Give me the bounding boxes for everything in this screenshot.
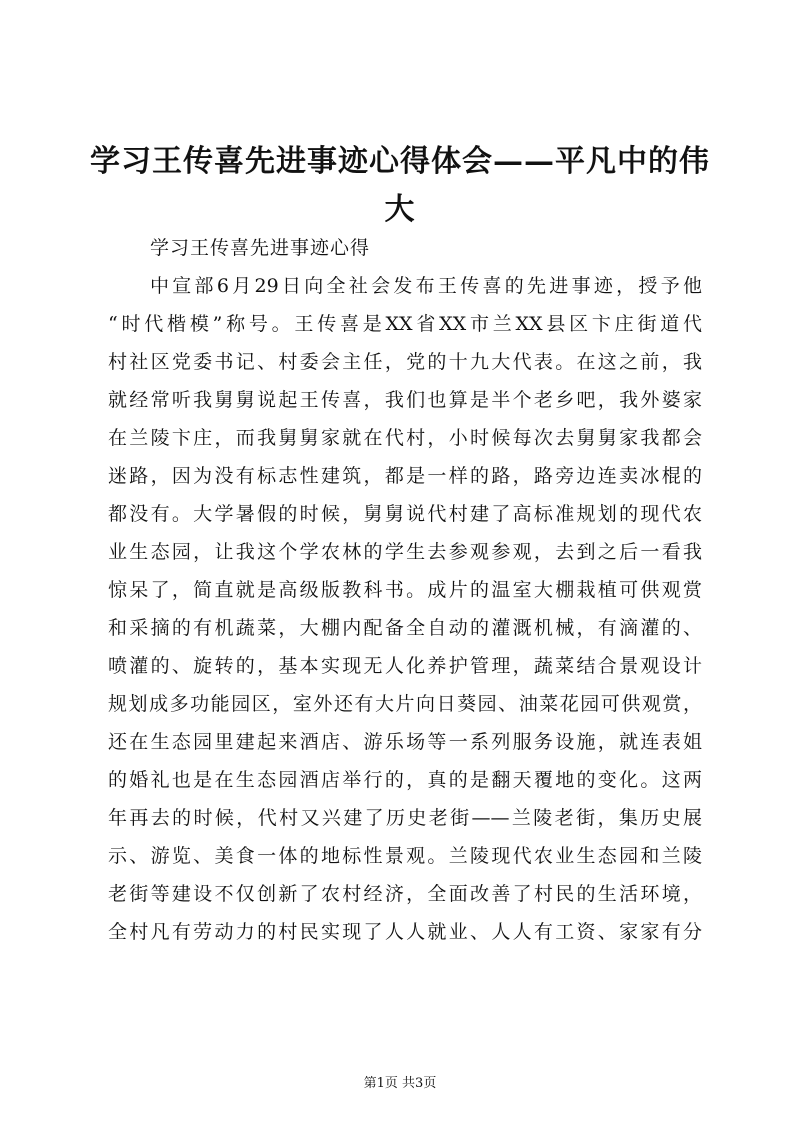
body-line: 年再去的时候，代村又兴建了历史老街——兰陵老街，集历史展 xyxy=(108,807,702,829)
document-subtitle: 学习王传喜先进事迹心得 xyxy=(150,237,371,259)
body-line: 迷路，因为没有标志性建筑，都是一样的路，路旁边连卖冰棍的 xyxy=(108,465,702,487)
body-line: 喷灌的、旋转的，基本实现无人化养护管理，蔬菜结合景观设计 xyxy=(108,655,702,677)
body-line: 还在生态园里建起来酒店、游乐场等一系列服务设施，就连表姐 xyxy=(108,731,702,753)
body-line: 全村凡有劳动力的村民实现了人人就业、人人有工资、家家有分 xyxy=(108,921,702,943)
body-line: 都没有。大学暑假的时候，舅舅说代村建了高标准规划的现代农 xyxy=(108,503,702,525)
body-line: 惊呆了，简直就是高级版教科书。成片的温室大棚栽植可供观赏 xyxy=(108,579,702,601)
page-footer: 第1页 共3页 xyxy=(363,1076,437,1091)
body-line: 示、游览、美食一体的地标性景观。兰陵现代农业生态园和兰陵 xyxy=(108,845,702,867)
document-title: 学习王传喜先进事迹心得体会——平凡中的伟大 xyxy=(90,144,710,227)
body-line: 老街等建设不仅创新了农村经济，全面改善了村民的生活环境， xyxy=(108,883,702,905)
body-line: 就经常听我舅舅说起王传喜，我们也算是半个老乡吧，我外婆家 xyxy=(108,389,702,411)
body-line: 村社区党委书记、村委会主任，党的十九大代表。在这之前，我 xyxy=(108,351,702,373)
body-line: 的婚礼也是在生态园酒店举行的，真的是翻天覆地的变化。这两 xyxy=(108,769,702,791)
body-line: 和采摘的有机蔬菜，大棚内配备全自动的灌溉机械，有滴灌的、 xyxy=(108,617,702,639)
body-line: 业生态园，让我这个学农林的学生去参观参观，去到之后一看我 xyxy=(108,541,702,563)
body-line: 在兰陵卞庄，而我舅舅家就在代村，小时候每次去舅舅家我都会 xyxy=(108,427,702,449)
body-line: “时代楷模”称号。王传喜是XX省XX市兰XX县区卞庄街道代 xyxy=(108,313,702,335)
body-line: 中宣部6月29日向全社会发布王传喜的先进事迹，授予他 xyxy=(150,275,702,297)
body-line: 规划成多功能园区，室外还有大片向日葵园、油菜花园可供观赏， xyxy=(108,693,702,715)
